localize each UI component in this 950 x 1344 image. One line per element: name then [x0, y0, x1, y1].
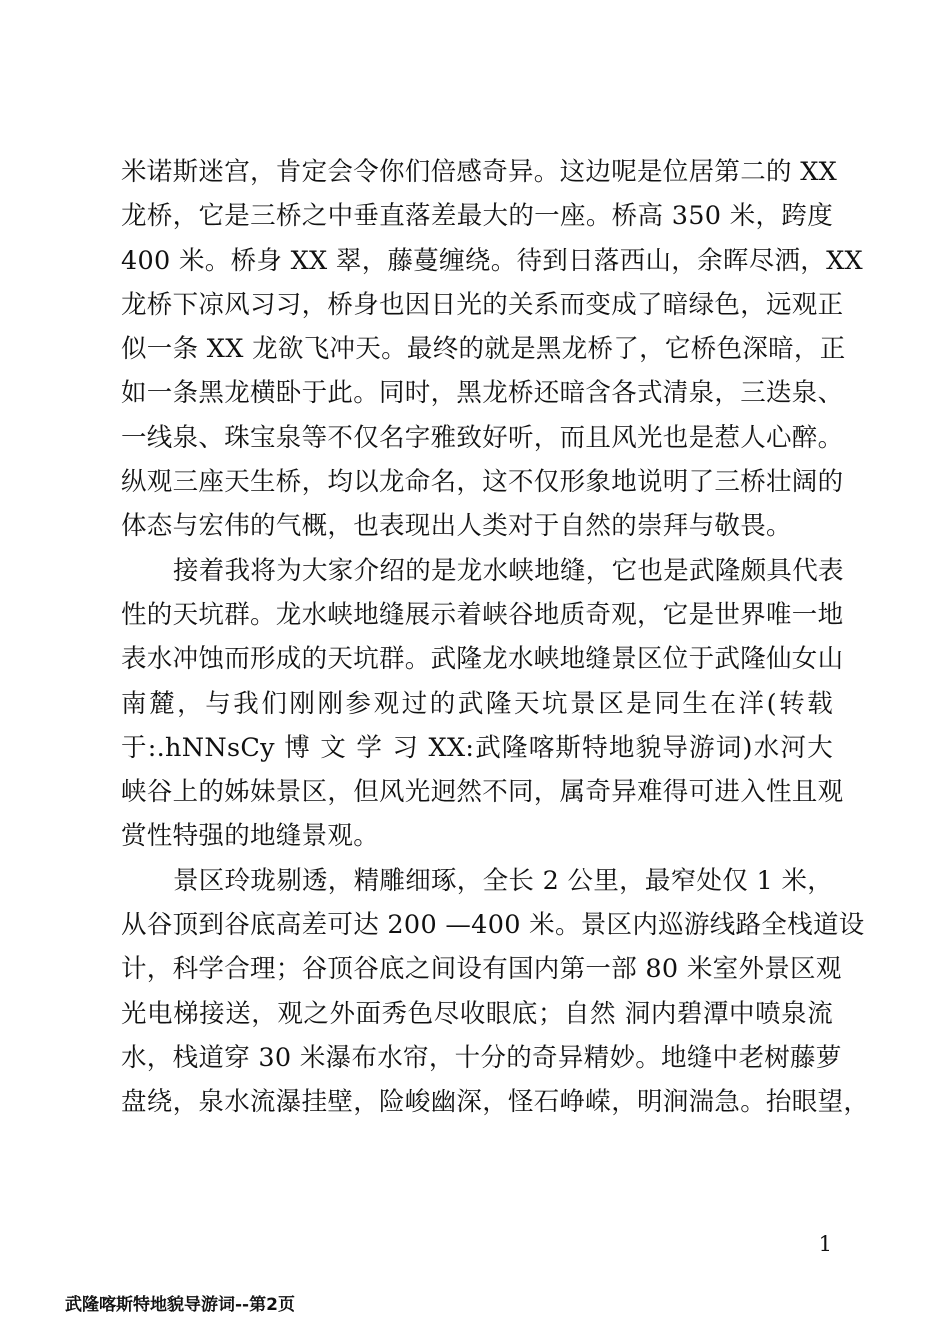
text-line: 400 米。桥身 XX 翠，藤蔓缠绕。待到日落西山，余晖尽洒，XX — [121, 245, 864, 276]
text-line: 从谷顶到谷底高差可达 200 —400 米。景区内巡游线路全栈道设 — [121, 910, 865, 941]
text-line: 龙桥，它是三桥之中垂直落差最大的一座。桥高 350 米，跨度 — [121, 201, 833, 232]
text-line: 计，科学合理；谷顶谷底之间设有国内第一部 80 米室外景区观 — [121, 954, 842, 985]
text-line: 似一条 XX 龙欲飞冲天。最终的就是黑龙桥了，它桥色深暗，正 — [121, 334, 846, 365]
text-line: 盘绕，泉水流瀑挂壁，险峻幽深，怪石峥嵘，明涧湍急。抬眼望， — [121, 1087, 870, 1118]
text-line: 龙桥下凉风习习，桥身也因日光的关系而变成了暗绿色，远观正 — [121, 289, 844, 320]
paragraph-2 — [121, 549, 844, 859]
text-line: 光电梯接送，观之外面秀色尽收眼底；自然 洞内碧潭中喷泉流 — [121, 998, 833, 1029]
text-line: 南麓，与我们刚刚参观过的武隆天坑景区是同生在洋(转载 — [121, 688, 833, 719]
text-line: 如一条黑龙横卧于此。同时，黑龙桥还暗含各式清泉，三迭泉、 — [121, 378, 844, 409]
text-line: 于:.hNNsCy 博 文 学 习 XX:武隆喀斯特地貌导游词)水河大 — [121, 732, 833, 763]
paragraph-3 — [121, 859, 870, 1125]
text-line: 表水冲蚀而形成的天坑群。武隆龙水峡地缝景区位于武隆仙女山 — [121, 644, 844, 675]
text-line: 赏性特强的地缝景观。 — [121, 821, 380, 852]
text-line: 体态与宏伟的气概，也表现出人类对于自然的崇拜与敬畏。 — [121, 511, 792, 542]
text-line: 纵观三座天生桥，均以龙命名，这不仅形象地说明了三桥壮阔的 — [121, 467, 844, 498]
text-line: 一线泉、珠宝泉等不仅名字雅致好听，而且风光也是惹人心醉。 — [121, 422, 844, 453]
text-line: 性的天坑群。龙水峡地缝展示着峡谷地质奇观，它是世界唯一地 — [121, 599, 844, 630]
text-line: 景区玲珑剔透，精雕细琢，全长 2 公里，最窄处仅 1 米， — [173, 865, 834, 896]
text-line: 水，栈道穿 30 米瀑布水帘，十分的奇异精妙。地缝中老树藤萝 — [121, 1042, 842, 1073]
text-line: 接着我将为大家介绍的是龙水峡地缝，它也是武隆颇具代表 — [173, 555, 844, 586]
footer-title: 武隆喀斯特地貌导游词--第2页 — [65, 1295, 295, 1315]
text-line: 米诺斯迷宫，肯定会令你们倍感奇异。这边呢是位居第二的 XX — [121, 157, 838, 187]
document-body — [121, 150, 870, 1125]
paragraph-1 — [121, 150, 864, 549]
page-number: 1 — [818, 1232, 832, 1256]
text-line: 峡谷上的姊妹景区，但风光迥然不同，属奇异难得可进入性且观 — [121, 777, 844, 808]
